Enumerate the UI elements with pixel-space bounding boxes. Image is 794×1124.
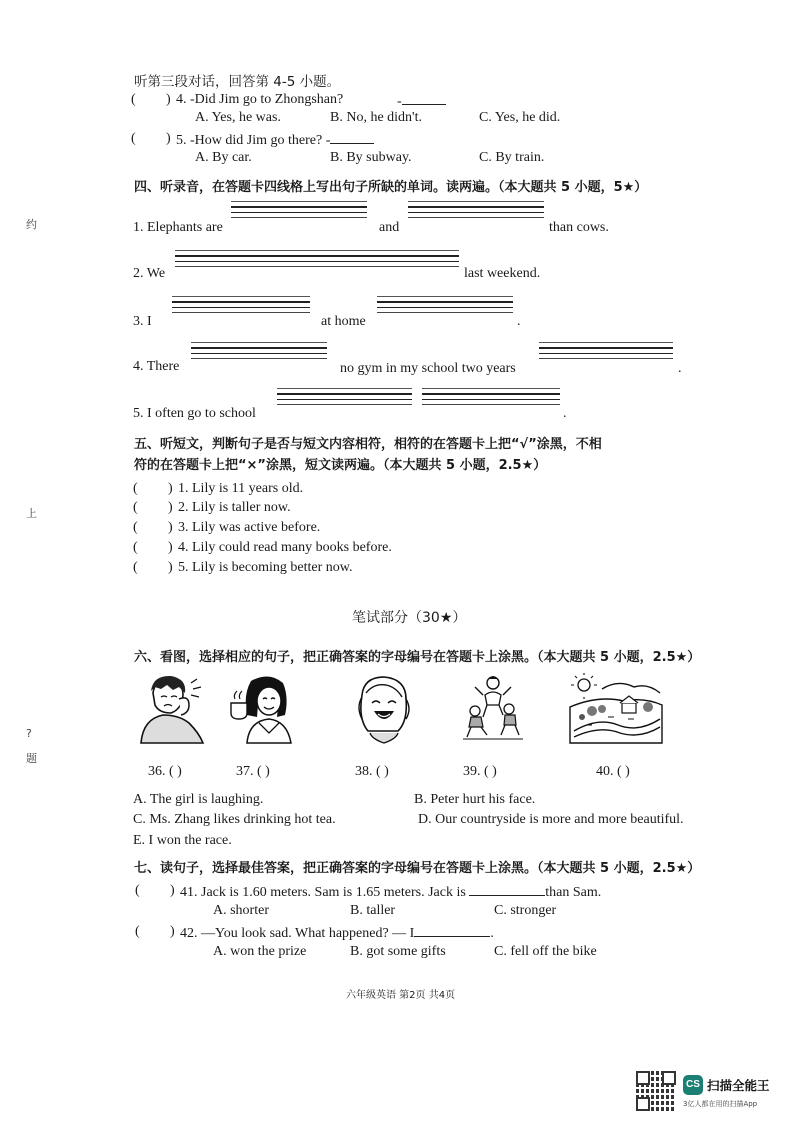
- s4-4-pre: 4. There: [133, 359, 180, 374]
- s4-2-post: last weekend.: [464, 266, 541, 281]
- four-line-blank[interactable]: [175, 250, 459, 271]
- scanner-tagline: 3亿人都在用的扫描App: [683, 1100, 758, 1108]
- q5-paren-close: ): [166, 131, 171, 146]
- s5-paren: (: [133, 481, 138, 496]
- four-line-blank[interactable]: [539, 342, 673, 363]
- q4-answer-blank[interactable]: [402, 92, 446, 105]
- picture-number[interactable]: 37. ( ): [236, 764, 270, 779]
- picture-39-race-winner: [463, 673, 523, 745]
- s5-paren-close: ): [168, 520, 173, 535]
- four-line-blank[interactable]: [377, 296, 513, 317]
- s5-paren-close: ): [168, 560, 173, 575]
- q42-option-b: B. got some gifts: [350, 944, 446, 959]
- page-footer: 六年级英语 第2页 共4页: [346, 990, 456, 1001]
- s4-1-post: than cows.: [549, 220, 609, 235]
- s6-option-c: C. Ms. Zhang likes drinking hot tea.: [133, 812, 336, 827]
- section6-heading: 六、看图，选择相应的句子，把正确答案的字母编号在答题卡上涂黑。（本大题共 5 小题，2.5★）: [134, 650, 701, 665]
- q4-paren: (: [131, 92, 136, 107]
- q4-option-a: A. Yes, he was.: [195, 110, 281, 125]
- q4-paren-close: ): [166, 92, 171, 107]
- four-line-blank[interactable]: [408, 201, 544, 222]
- s4-3-mid: at home: [321, 314, 366, 329]
- section5-heading-line1: 五、听短文，判断句子是否与短文内容相符，相符的在答题卡上把“√”涂黑，不相: [134, 437, 602, 452]
- four-line-blank[interactable]: [231, 201, 367, 222]
- q42-paren: (: [135, 924, 140, 939]
- s5-paren-close: ): [168, 500, 173, 515]
- picture-number[interactable]: 38. ( ): [355, 764, 389, 779]
- q41-paren-close: ): [170, 883, 175, 898]
- q42-option-c: C. fell off the bike: [494, 944, 597, 959]
- part3-instruction: 听第三段对话，回答第 4-5 小题。: [134, 74, 341, 90]
- q5-option-a: A. By car.: [195, 150, 252, 165]
- s5-paren: (: [133, 540, 138, 555]
- s4-4-mid: no gym in my school two years: [340, 361, 516, 376]
- four-line-blank[interactable]: [277, 388, 412, 409]
- picture-37-woman-hot-tea: [229, 673, 295, 745]
- s4-4-post: .: [678, 361, 682, 376]
- q41-question: 41. Jack is 1.60 meters. Sam is 1.65 meters. Jack is than Sam.: [180, 885, 602, 900]
- s4-1-mid: and: [379, 220, 400, 235]
- q42-paren-close: ): [170, 924, 175, 939]
- q41-paren: (: [135, 883, 140, 898]
- s5-paren: (: [133, 560, 138, 575]
- q42-option-a: A. won the prize: [213, 944, 307, 959]
- margin-mark: ?: [26, 727, 32, 740]
- q4-question: 4. -Did Jim go to Zhongshan?: [176, 92, 344, 107]
- s5-paren: (: [133, 500, 138, 515]
- q41-answer-blank[interactable]: [469, 883, 545, 896]
- q5-question: 5. -How did Jim go there? -: [176, 131, 374, 149]
- q4-option-b: B. No, he didn't.: [330, 110, 422, 125]
- picture-38-girl-laughing: [352, 673, 414, 745]
- picture-36-boy-hurt-face: [133, 673, 213, 745]
- picture-number[interactable]: 40. ( ): [596, 764, 630, 779]
- s6-option-b: B. Peter hurt his face.: [414, 792, 536, 807]
- q42-answer-blank[interactable]: [414, 924, 490, 937]
- s4-3-pre: 3. I: [133, 314, 152, 329]
- picture-40-countryside: [568, 673, 664, 745]
- s4-1-pre: 1. Elephants are: [133, 220, 223, 235]
- s5-paren-close: ): [168, 540, 173, 555]
- four-line-blank[interactable]: [172, 296, 310, 317]
- picture-number[interactable]: 39. ( ): [463, 764, 497, 779]
- s5-statement: 2. Lily is taller now.: [178, 500, 291, 515]
- q41-option-c: C. stronger: [494, 903, 557, 918]
- s6-option-a: A. The girl is laughing.: [133, 792, 264, 807]
- margin-mark: 约: [26, 218, 37, 231]
- section7-heading: 七、读句子，选择最佳答案，把正确答案的字母编号在答题卡上涂黑。（本大题共 5 小题，2.5★）: [134, 861, 701, 876]
- s5-paren-close: ): [168, 481, 173, 496]
- four-line-blank[interactable]: [422, 388, 560, 409]
- s6-option-d: D. Our countryside is more and more beautiful.: [418, 812, 684, 827]
- s6-option-e: E. I won the race.: [133, 833, 232, 848]
- q42-question: 42. —You look sad. What happened? — I .: [180, 926, 494, 941]
- written-section-title: 笔试部分（30★）: [352, 610, 467, 626]
- q5-answer-blank[interactable]: [330, 131, 374, 144]
- s5-statement: 5. Lily is becoming better now.: [178, 560, 353, 575]
- s5-statement: 3. Lily was active before.: [178, 520, 321, 535]
- q4-answer-dash: -: [397, 92, 446, 110]
- q5-option-c: C. By train.: [479, 150, 545, 165]
- margin-mark: 上: [26, 507, 37, 520]
- s4-2-pre: 2. We: [133, 266, 166, 281]
- picture-number[interactable]: 36. ( ): [148, 764, 182, 779]
- s5-statement: 4. Lily could read many books before.: [178, 540, 392, 555]
- s5-paren: (: [133, 520, 138, 535]
- qr-code-icon: [636, 1071, 676, 1111]
- margin-mark: 题: [26, 752, 37, 765]
- s5-statement: 1. Lily is 11 years old.: [178, 481, 304, 496]
- q4-option-c: C. Yes, he did.: [479, 110, 561, 125]
- q41-option-b: B. taller: [350, 903, 396, 918]
- s4-5-post: .: [563, 406, 567, 421]
- scanner-logo-icon: CS: [683, 1075, 703, 1095]
- scanner-app-name: 扫描全能王: [707, 1078, 770, 1093]
- s4-5-pre: 5. I often go to school: [133, 406, 256, 421]
- section5-heading-line2: 符的在答题卡上把“×”涂黑，短文读两遍。（本大题共 5 小题，2.5★）: [134, 458, 547, 473]
- q41-option-a: A. shorter: [213, 903, 269, 918]
- s4-3-post: .: [517, 314, 521, 329]
- section4-heading: 四、听录音，在答题卡四线格上写出句子所缺的单词。读两遍。（本大题共 5 小题，5★）: [134, 180, 648, 195]
- four-line-blank[interactable]: [191, 342, 327, 363]
- q5-paren: (: [131, 131, 136, 146]
- q5-option-b: B. By subway.: [330, 150, 412, 165]
